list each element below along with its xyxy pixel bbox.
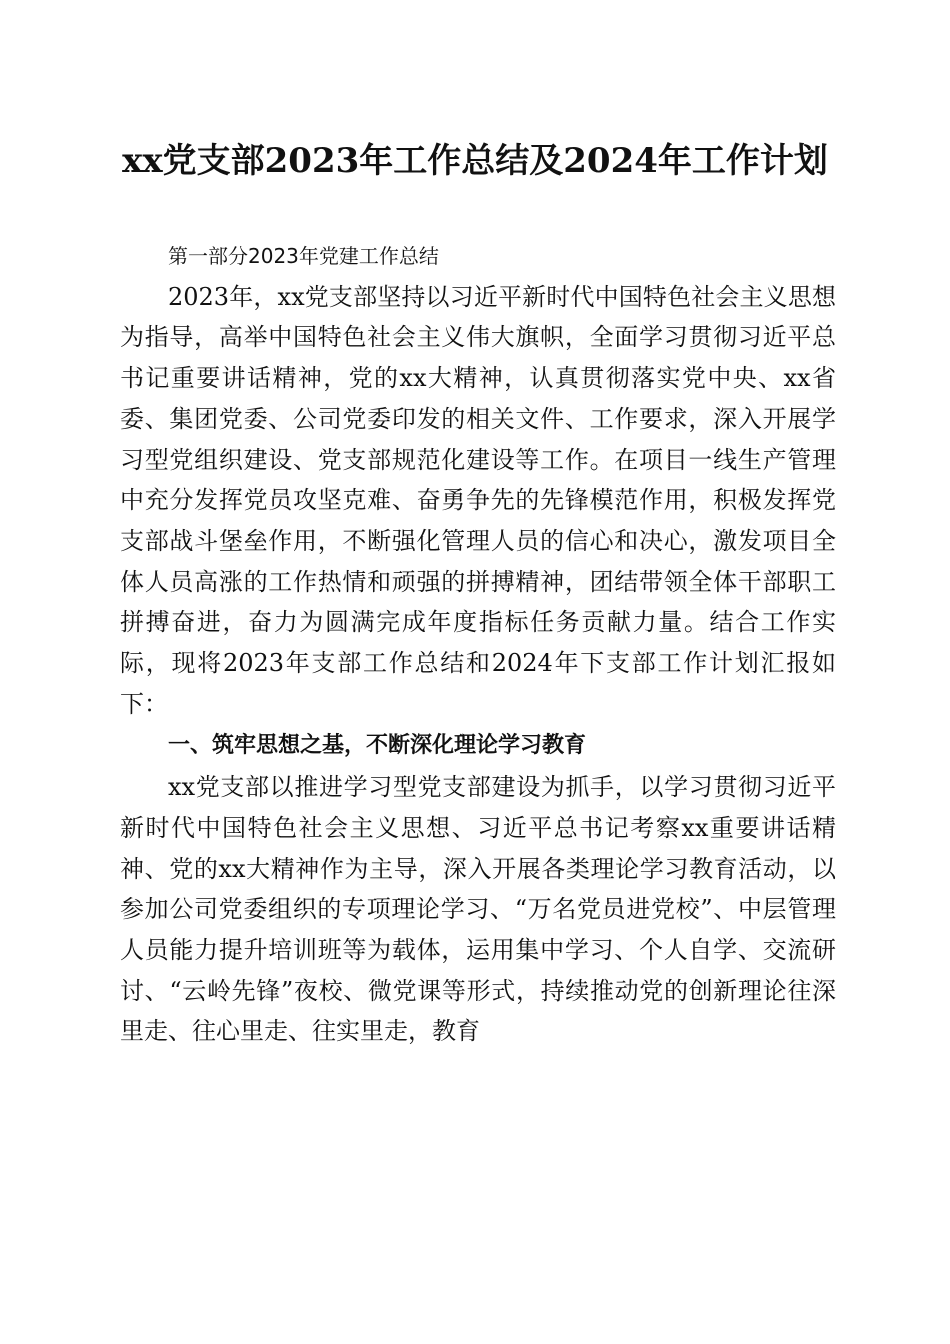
section-heading (120, 724, 836, 767)
document-body (120, 235, 836, 1052)
part-label-text: 第一部分2023年党建工作总结 (168, 244, 439, 268)
document-title: xx党支部2023年工作总结及2024年工作计划 (122, 141, 828, 181)
intro-paragraph: 2023年，xx党支部坚持以习近平新时代中国特色社会主义思想为指导，高举中国特色社会主义伟大旗帜，全面学习贯彻习近平总书记重要讲话精神，党的xx大精神，认真贯彻落实党中央、xx省委、集团党委、公司党委印发的相关文件、工作要求，深入开展学习型党组织建设、党支部规范化建设等工作。在项目一线生产管理中充分发挥党员攻坚克难、奋勇争先的先锋模范作用，积极发挥党支部战斗堡垒作用，不断强化管理人员的信心和决心，激发项目全体人员高涨的工作热情和顽强的拼搏精神，团结带领全体干部职工拼搏奋进，奋力为圆满完成年度指标任务贡献力量。结合工作实际，现将2023年支部工作总结和2024年下支部工作计划汇报如下： (120, 282, 836, 718)
part-label (120, 235, 836, 277)
section-one-paragraph: xx党支部以推进学习型党支部建设为抓手，以学习贯彻习近平新时代中国特色社会主义思想、习近平总书记考察xx重要讲话精神、党的xx大精神作为主导，深入开展各类理论学习教育活动，以参加公司党委组织的专项理论学习、“万名党员进党校”、中层管理人员能力提升培训班等为载体，运用集中学习、个人自学、交流研讨、“云岭先锋”夜校、微党课等形式，持续推动党的创新理论往深里走、往心里走、往实里走，教育 (120, 773, 836, 1046)
section-heading-text: 一、筑牢思想之基，不断深化理论学习教育 (168, 733, 587, 759)
